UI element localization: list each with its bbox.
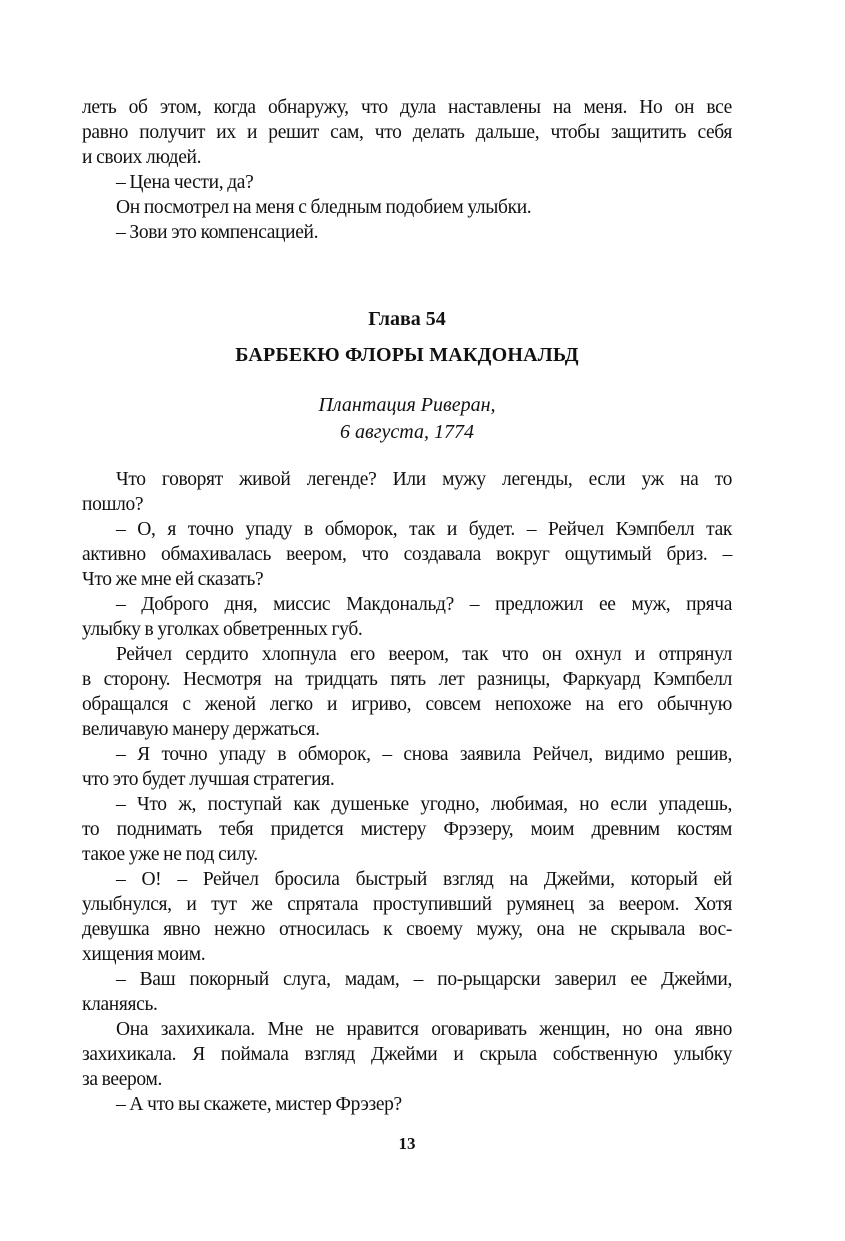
text-line: леть об этом, когда обнаружу, что дула наставлены на меня. Но он все [82,97,732,118]
text-line: – Что ж, поступай как душеньке угодно, любимая, но если упадешь, [116,794,732,815]
text-line: – Цена чести, да? [116,172,254,193]
chapter-heading [82,306,732,446]
text-line: улыбнулся, и тут же спрятала проступивший румянец за веером. Хотя [82,894,732,915]
text-line: в сторону. Несмотря на тридцать пять лет разницы, Фаркуард Кэмпбелл [82,669,732,690]
text-line: равно получит их и решит сам, что делать дальше, чтобы защитить себя [82,122,732,143]
chapter-date: 6 августа, 1774 [340,421,474,443]
text-line: девушка явно нежно относилась к своему мужу, она не скрывала вос- [82,919,732,940]
text-line: то поднимать тебя придется мистеру Фрэзеру, моим древним костям [82,819,732,840]
text-line: активно обмахивалась веером, что создавала вокруг ощутимый бриз. – [82,544,732,565]
text-line: улыбку в уголках обветренных губ. [82,619,363,640]
text-line: – Зови это компенсацией. [116,222,319,243]
text-line: Рейчел сердито хлопнула его веером, так что он охнул и отпрянул [116,644,732,665]
text-line: – Доброго дня, миссис Макдональд? – предложил ее муж, пряча [116,594,732,615]
text-line: – А что вы скажете, мистер Фрэзер? [116,1094,402,1115]
text-line: величавую манеру держаться. [82,719,320,740]
text-line: и своих людей. [82,147,202,168]
text-line: Что говорят живой легенде? Или мужу легенды, если уж на то [116,469,732,490]
text-line: за веером. [82,1069,162,1090]
text-line: Он посмотрел на меня с бледным подобием улыбки. [116,197,532,218]
top-text-block [82,95,732,245]
text-line: обращался с женой легко и игриво, совсем непохоже на его обычную [82,694,732,715]
text-line: кланяясь. [82,994,158,1015]
text-line: пошло? [82,494,144,515]
body-text-block [82,467,732,1117]
text-line: – Я точно упаду в обморок, – снова заявила Рейчел, видимо решив, [116,744,732,765]
text-line: – О, я точно упаду в обморок, так и будет. – Рейчел Кэмпбелл так [116,519,732,540]
page-number: 13 [398,1134,416,1153]
text-line: – Ваш покорный слуга, мадам, – по-рыцарски заверил ее Джейми, [116,969,732,990]
chapter-place: Плантация Риверан, [318,394,496,416]
text-line: что это будет лучшая стратегия. [82,769,335,790]
text-line: такое уже не под силу. [82,844,258,865]
text-line: хищения моим. [82,944,206,965]
chapter-number: Глава 54 [368,308,446,330]
chapter-title: БАРБЕКЮ ФЛОРЫ МАКДОНАЛЬД [235,344,579,366]
text-line: захихикала. Я поймала взгляд Джейми и скрыла собственную улыбку [82,1044,732,1065]
text-line: Она захихикала. Мне не нравится оговаривать женщин, но она явно [116,1019,732,1040]
text-line: – О! – Рейчел бросила быстрый взгляд на Джейми, который ей [116,869,732,890]
text-line: Что же мне ей сказать? [82,569,264,590]
